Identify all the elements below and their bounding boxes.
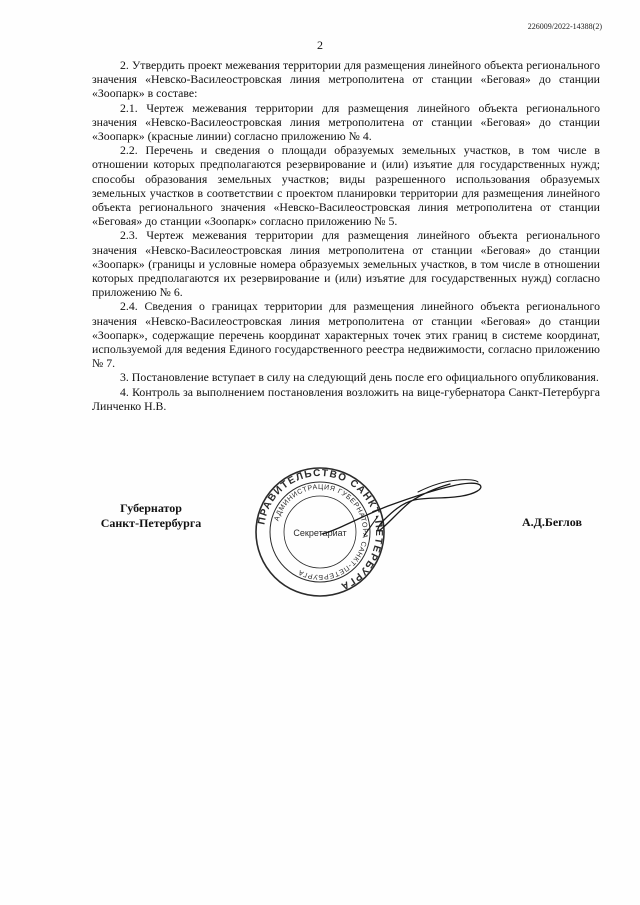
- paragraph-2-3: 2.3. Чертеж межевания территории для размещения линейного объекта регионального значения «Невско-Василеостровская линия метрополитена от станции «Беговая» до станции «Зоопарк» (границы и условные номера образуемых земельных участков, в том числе в отношении которых предполагаются их резервирование и (или) изъятие для государственных нужд) согласно приложению № 6.: [92, 228, 600, 300]
- paragraph-4: 4. Контроль за выполнением постановления возложить на вице-губернатора Санкт-Петербурга Линченко Н.В.: [92, 384, 600, 413]
- signer-title-line1: Губернатор: [120, 501, 182, 515]
- paragraph-2-2: 2.2. Перечень и сведения о площади образуемых земельных участков, в том числе в отношении которых предполагаются резервирование и (или) изъятие для государственных нужд; способы образования земельных участков; виды разрешенного использования образуемых земельных участков в соответствии с проектом планировки территории для размещения линейного объекта регионального значения «Невско-Василеостровская линия метрополитена от станции «Беговая» до станции «Зоопарк» согласно приложению № 5.: [92, 143, 600, 229]
- handwritten-signature-icon: [318, 472, 488, 542]
- paragraph-2-1: 2.1. Чертеж межевания территории для размещения линейного объекта регионального значения «Невско-Василеостровская линия метрополитена от станции «Беговая» до станции «Зоопарк» (красные линии) согласно приложению № 4.: [92, 100, 600, 144]
- signer-name: А.Д.Беглов: [522, 515, 582, 529]
- document-body: [92, 58, 600, 413]
- paragraph-3: 3. Постановление вступает в силу на следующий день после его официального опубликования.: [120, 370, 599, 385]
- paragraph-2-4: 2.4. Сведения о границах территории для размещения линейного объекта регионального значения «Невско-Василеостровская линия метрополитена от станции «Беговая» до станции «Зоопарк», содержащие перечень координат характерных точек этих границ в системе координат, используемой для ведения Единого государственного реестра недвижимости, согласно приложению № 7.: [92, 299, 600, 371]
- seal-center-text: Секретариат: [293, 528, 347, 538]
- signer-title: [96, 501, 206, 531]
- page-number: 2: [317, 38, 323, 52]
- document-number: 226009/2022-14388(2): [527, 22, 602, 31]
- paragraph-2: 2. Утвердить проект межевания территории для размещения линейного объекта регионального значения «Невско-Василеостровская линия метрополитена от станции «Беговая» до станции «Зоопарк» в составе:: [92, 58, 600, 101]
- signer-title-line2: Санкт-Петербурга: [100, 516, 202, 530]
- seal-outer-text: ПРАВИТЕЛЬСТВО САНКТ-ПЕТЕРБУРГА: [256, 467, 385, 593]
- seal-inner-text: АДМИНИСТРАЦИЯ ГУБЕРНАТОРА САНКТ-ПЕТЕРБУРГА: [273, 483, 369, 581]
